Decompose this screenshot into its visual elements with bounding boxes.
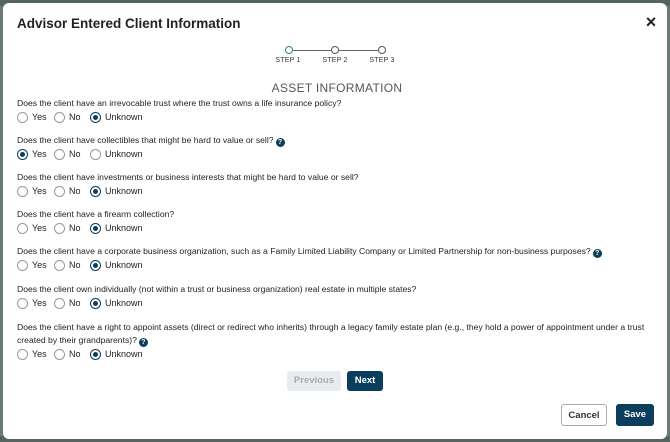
- radio-button[interactable]: [54, 223, 65, 234]
- stepper: [267, 43, 407, 73]
- radio-label: Unknown: [105, 260, 143, 270]
- radio-label: Unknown: [105, 149, 143, 159]
- question-text: [17, 171, 667, 184]
- radio-label: Unknown: [105, 112, 143, 122]
- save-button[interactable]: Save: [616, 404, 654, 426]
- radio-label: No: [69, 298, 81, 308]
- radio-label: Yes: [32, 112, 47, 122]
- previous-button[interactable]: Previous: [287, 371, 341, 391]
- next-button[interactable]: Next: [347, 371, 383, 391]
- radio-label: Unknown: [105, 349, 143, 359]
- step-2-label: STEP 2: [322, 57, 348, 64]
- question-text: [17, 134, 667, 147]
- radio-button[interactable]: [54, 298, 65, 309]
- radio-label: Unknown: [105, 223, 143, 233]
- radio-button[interactable]: [54, 349, 65, 360]
- answer-radio-group: [17, 348, 177, 362]
- question-label: Does the client have a firearm collection?: [17, 209, 175, 219]
- question-label: Does the client own individually (not within a trust or business organization) real estate in multiple states?: [17, 284, 417, 294]
- radio-label: Yes: [32, 186, 47, 196]
- radio-button[interactable]: [54, 260, 65, 271]
- radio-button[interactable]: [90, 149, 101, 160]
- radio-button[interactable]: [54, 149, 65, 160]
- radio-label: Yes: [32, 223, 47, 233]
- client-info-modal: [3, 3, 667, 439]
- question-label: Does the client have a corporate business organization, such as a Family Limited Liability Company or Limited Partnership for non-business purposes?: [17, 246, 591, 256]
- answer-radio-group: [17, 185, 177, 199]
- step-1-label: STEP 1: [275, 57, 301, 64]
- radio-button[interactable]: [90, 349, 101, 360]
- radio-button[interactable]: [17, 349, 28, 360]
- radio-button[interactable]: [90, 223, 101, 234]
- radio-button[interactable]: [17, 149, 28, 160]
- step-1-indicator: [285, 46, 293, 54]
- radio-button[interactable]: [17, 298, 28, 309]
- radio-label: No: [69, 186, 81, 196]
- radio-button[interactable]: [90, 186, 101, 197]
- section-title: ASSET INFORMATION: [271, 81, 403, 95]
- question-text: [17, 208, 667, 221]
- step-3-indicator: [378, 46, 386, 54]
- radio-label: Unknown: [105, 186, 143, 196]
- radio-button[interactable]: [54, 186, 65, 197]
- help-icon[interactable]: ?: [593, 249, 602, 258]
- question-label: Does the client have collectibles that might be hard to value or sell?: [17, 135, 274, 145]
- radio-button[interactable]: [90, 298, 101, 309]
- answer-radio-group: [17, 222, 177, 236]
- radio-label: No: [69, 223, 81, 233]
- step-3-label: STEP 3: [369, 57, 395, 64]
- radio-button[interactable]: [54, 112, 65, 123]
- radio-label: No: [69, 149, 81, 159]
- help-icon[interactable]: ?: [139, 338, 148, 347]
- radio-label: Yes: [32, 149, 47, 159]
- question-text: [17, 97, 667, 110]
- question-text: [17, 321, 657, 347]
- cancel-button[interactable]: Cancel: [561, 404, 607, 426]
- help-icon[interactable]: ?: [276, 138, 285, 147]
- question-label: Does the client have investments or business interests that might be hard to value or sell?: [17, 172, 359, 182]
- modal-title: Advisor Entered Client Information: [17, 16, 241, 31]
- step-2-indicator: [331, 46, 339, 54]
- radio-label: Yes: [32, 260, 47, 270]
- radio-button[interactable]: [90, 260, 101, 271]
- radio-button[interactable]: [17, 186, 28, 197]
- radio-button[interactable]: [90, 112, 101, 123]
- radio-label: No: [69, 112, 81, 122]
- question-label: Does the client have an irrevocable trust where the trust owns a life insurance policy?: [17, 98, 342, 108]
- question-text: [17, 283, 667, 296]
- radio-label: Yes: [32, 298, 47, 308]
- radio-label: Unknown: [105, 298, 143, 308]
- radio-button[interactable]: [17, 112, 28, 123]
- radio-label: Yes: [32, 349, 47, 359]
- radio-label: No: [69, 349, 81, 359]
- close-icon[interactable]: ×: [645, 12, 657, 32]
- question-text: [17, 245, 667, 258]
- question-label: Does the client have a right to appoint assets (direct or redirect who inherits) through a legacy family estate plan (e.g., they hold a power of appointment under a trust created by their grandparents)?: [17, 322, 645, 345]
- answer-radio-group: [17, 111, 177, 125]
- radio-button[interactable]: [17, 260, 28, 271]
- answer-radio-group: [17, 297, 177, 311]
- answer-radio-group: [17, 148, 177, 162]
- radio-button[interactable]: [17, 223, 28, 234]
- radio-label: No: [69, 260, 81, 270]
- answer-radio-group: [17, 259, 177, 273]
